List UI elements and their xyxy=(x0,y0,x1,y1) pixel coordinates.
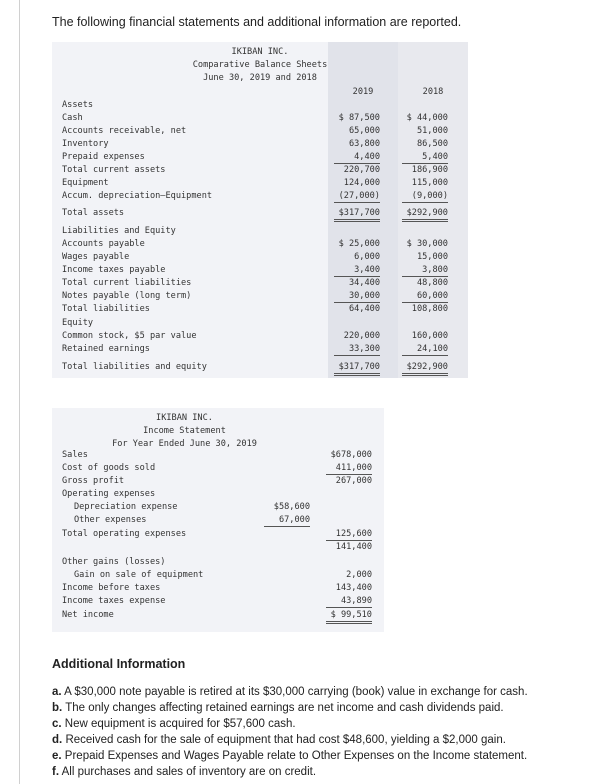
is-row-outer: $ 99,510 xyxy=(326,610,372,624)
bs-row-2019: 65,000 xyxy=(348,126,380,136)
bs-row-2019: 124,000 xyxy=(343,178,380,188)
bs-title: Comparative Balance Sheets xyxy=(192,60,328,70)
additional-item-text: All purchases and sales of inventory are on credit. xyxy=(61,766,317,778)
bs-row-2019: 64,400 xyxy=(348,304,380,314)
bs-row-2018: $ 30,000 xyxy=(406,239,448,249)
bs-row-label: Cash xyxy=(62,113,83,123)
bs-company: IKIBAN INC. xyxy=(231,47,289,57)
is-row-label: Income before taxes xyxy=(62,583,161,593)
additional-item xyxy=(52,750,527,762)
intro-text: The following financial statements and additional information are reported. xyxy=(52,15,462,29)
bs-row-2019: $ 87,500 xyxy=(338,113,380,123)
additional-item xyxy=(52,718,296,730)
additional-item-text: A $30,000 note payable is retired at its $30,000 carrying (book) value in exchange for cash. xyxy=(64,686,528,698)
is-row-outer: 125,600 xyxy=(326,529,372,541)
is-row-outer: 43,890 xyxy=(326,596,372,608)
bs-row-label: Assets xyxy=(62,100,94,110)
bs-row-2019: 6,000 xyxy=(354,252,380,262)
bs-row-2018: 160,000 xyxy=(411,331,448,341)
is-row-label: Sales xyxy=(62,450,88,460)
is-row-label: Depreciation expense xyxy=(74,502,178,512)
additional-item-letter: c. xyxy=(52,718,62,730)
is-row-label: Total operating expenses xyxy=(62,529,187,539)
bs-row-label: Accum. depreciation—Equipment xyxy=(62,191,213,201)
bs-row-label: Total liabilities and equity xyxy=(62,362,207,372)
bs-row-label: Accounts receivable, net xyxy=(62,126,187,136)
bs-row-2019: (27,000) xyxy=(334,191,380,203)
bs-row-2018: 15,000 xyxy=(416,252,448,262)
bs-row-2019: $ 25,000 xyxy=(338,239,380,249)
additional-item xyxy=(52,702,504,714)
bs-row-2019: $317,700 xyxy=(334,208,380,222)
bs-row-2018: $ 44,000 xyxy=(406,113,448,123)
is-row-label: Income taxes expense xyxy=(62,596,166,606)
bs-row-2019: 63,800 xyxy=(348,139,380,149)
bs-row-label: Notes payable (long term) xyxy=(62,291,192,301)
bs-row-2018: 48,800 xyxy=(416,278,448,288)
left-margin-rule xyxy=(19,0,20,784)
additional-item-letter: b. xyxy=(52,702,63,714)
is-row-label: Other expenses xyxy=(74,515,147,525)
is-row-outer: 267,000 xyxy=(335,476,372,486)
bs-row-label: Wages payable xyxy=(62,252,130,262)
is-row-inner: $58,600 xyxy=(273,502,310,512)
bs-row-label: Total assets xyxy=(62,208,125,218)
is-row-outer: $678,000 xyxy=(330,450,372,460)
additional-item-letter: a. xyxy=(52,686,62,698)
bs-row-label: Total current liabilities xyxy=(62,278,192,288)
bs-row-2019: 34,400 xyxy=(348,278,380,288)
bs-row-2018: 186,900 xyxy=(411,165,448,175)
is-row-outer: 143,400 xyxy=(335,583,372,593)
bs-row-label: Accounts payable xyxy=(62,239,145,249)
bs-row-2018: $292,900 xyxy=(402,208,448,222)
bs-row-label: Total current assets xyxy=(62,165,166,175)
bs-row-2019: $317,700 xyxy=(334,362,380,376)
bs-row-2018: (9,000) xyxy=(402,191,448,203)
bs-row-label: Income taxes payable xyxy=(62,265,166,275)
additional-item xyxy=(52,734,506,746)
bs-row-label: Total liabilities xyxy=(62,304,150,314)
is-row-inner: 67,000 xyxy=(264,515,310,527)
bs-row-2019: 220,700 xyxy=(343,165,380,175)
is-row-label: Other gains (losses) xyxy=(62,557,166,567)
bs-row-2018: 86,500 xyxy=(416,139,448,149)
is-row-label: Net income xyxy=(62,610,114,620)
additional-item-text: Received cash for the sale of equipment that had cost $48,600, yielding a $2,000 gain. xyxy=(65,734,506,746)
bs-row-label: Liabilities and Equity xyxy=(62,226,176,236)
bs-date: June 30, 2019 and 2018 xyxy=(203,73,317,83)
additional-item-letter: f. xyxy=(52,766,60,778)
is-row-outer: 2,000 xyxy=(346,570,372,580)
bs-row-2018: 5,400 xyxy=(402,152,448,164)
is-date: For Year Ended June 30, 2019 xyxy=(112,439,257,449)
bs-row-2018: $292,900 xyxy=(402,362,448,376)
is-row-label: Cost of goods sold xyxy=(62,463,156,473)
additional-item xyxy=(52,766,316,778)
additional-item-text: Prepaid Expenses and Wages Payable relate to Other Expenses on the Income statement. xyxy=(64,750,528,762)
bs-row-2019: 33,300 xyxy=(334,344,380,356)
additional-item-letter: e. xyxy=(52,750,62,762)
is-row-outer: 141,400 xyxy=(335,542,372,552)
bs-row-2019: 30,000 xyxy=(334,291,380,303)
bs-row-2018: 108,800 xyxy=(411,304,448,314)
bs-row-2018: 115,000 xyxy=(411,178,448,188)
bs-row-label: Retained earnings xyxy=(62,344,150,354)
is-company: IKIBAN INC. xyxy=(156,413,213,423)
is-row-label: Gross profit xyxy=(62,476,125,486)
income-statement-panel xyxy=(52,408,384,632)
is-title: Income Statement xyxy=(143,426,226,436)
additional-item-letter: d. xyxy=(52,734,63,746)
bs-col-2019: 2019 xyxy=(352,87,374,97)
is-row-label: Gain on sale of equipment xyxy=(74,570,204,580)
bs-row-label: Prepaid expenses xyxy=(62,152,145,162)
bs-row-2018: 24,100 xyxy=(402,344,448,356)
bs-row-label: Inventory xyxy=(62,139,109,149)
additional-item-text: The only changes affecting retained earnings are net income and cash dividends paid. xyxy=(65,702,504,714)
additional-item-text: New equipment is acquired for $57,600 cash. xyxy=(64,718,296,730)
bs-row-label: Equity xyxy=(62,318,94,328)
bs-row-label: Equipment xyxy=(62,178,109,188)
additional-info-title: Additional Information xyxy=(52,657,186,671)
is-row-label: Operating expenses xyxy=(62,489,156,499)
bs-row-2018: 3,800 xyxy=(402,265,448,277)
bs-row-2019: 4,400 xyxy=(334,152,380,164)
bs-row-2018: 60,000 xyxy=(402,291,448,303)
bs-row-label: Common stock, $5 par value xyxy=(62,331,197,341)
bs-row-2019: 3,400 xyxy=(334,265,380,277)
bs-row-2018: 51,000 xyxy=(416,126,448,136)
balance-sheet-panel xyxy=(52,42,468,378)
is-row-outer: 411,000 xyxy=(326,463,372,475)
bs-row-2019: 220,000 xyxy=(343,331,380,341)
bs-col-2018: 2018 xyxy=(422,87,444,97)
additional-item xyxy=(52,686,528,698)
